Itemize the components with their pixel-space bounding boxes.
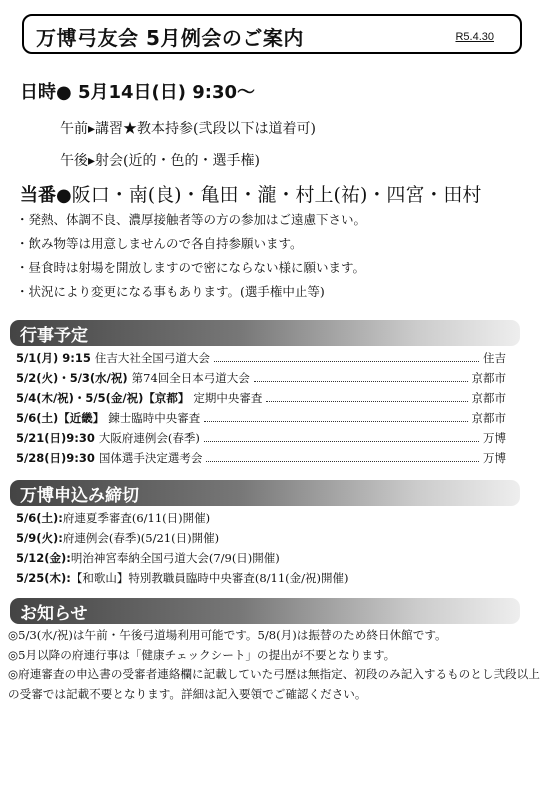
- meeting-date: 日時● 5月14日(日) 9:30～: [20, 82, 256, 103]
- deadlines-section-header: [10, 480, 520, 506]
- note-item: ・昼食時は射場を開放しますので密にならない様に願います。: [16, 260, 366, 275]
- event-name: 第74回全日本弓道大会: [131, 371, 250, 385]
- event-date: 5/2(火)・5/3(水/祝): [16, 371, 128, 385]
- event-date: 5/21(日)9:30: [16, 431, 95, 445]
- event-place: 万博: [483, 451, 506, 465]
- notices-section-header: [10, 598, 520, 624]
- afternoon-schedule: 午後▸射会(近的・色的・選手権): [60, 153, 260, 169]
- deadlines-heading: 万博申込み締切: [20, 486, 139, 506]
- event-name: 錬士臨時中央審査: [108, 411, 201, 425]
- leader-dots: [206, 460, 479, 462]
- duty-label: 当番●: [20, 185, 72, 206]
- event-name: 国体選手決定選考会: [98, 451, 203, 465]
- event-row: [16, 410, 506, 430]
- event-place: 京都市: [471, 411, 506, 425]
- event-row: [16, 390, 506, 410]
- notices-heading: お知らせ: [20, 604, 88, 624]
- deadline-date: 5/9(火):: [16, 531, 63, 545]
- duty-roster: [20, 180, 481, 207]
- title-box: [22, 14, 522, 54]
- event-place: 万博: [483, 431, 506, 445]
- deadline-row: [16, 510, 348, 530]
- leader-dots: [266, 400, 467, 402]
- event-date: 5/1(月) 9:15: [16, 351, 91, 365]
- event-date: 5/4(木/祝)・5/5(金/祝)【京都】: [16, 391, 190, 405]
- deadline-text: 【和歌山】特別教職員臨時中央審査(8/11(金/祝)開催): [70, 571, 349, 585]
- deadlines-list: [16, 510, 348, 590]
- event-row: [16, 450, 506, 470]
- event-name: 定期中央審査: [193, 391, 263, 405]
- notice-item: ◎府連審査の申込書の受審者連絡欄に記載していた弓歴は無指定、初段のみ記入するものとし弐段以上の受審では記載不要となります。詳細は記入要領でご確認ください。: [8, 667, 540, 701]
- morning-schedule: 午前▸講習★教本持参(弐段以下は道着可): [60, 121, 316, 137]
- notice-item: ◎5月以降の府連行事は「健康チェックシート」の提出が不要となります。: [8, 647, 396, 662]
- event-place: 住吉: [483, 351, 506, 365]
- event-date: 5/28(日)9:30: [16, 451, 95, 465]
- events-section-header: [10, 320, 520, 346]
- events-list: [16, 350, 506, 470]
- leader-dots: [204, 420, 467, 422]
- notes-list: [16, 208, 366, 304]
- notices-list: [8, 626, 548, 704]
- deadline-row: [16, 530, 348, 550]
- deadline-row: [16, 550, 348, 570]
- duty-names: 阪口・南(良)・亀田・瀧・村上(祐)・四宮・田村: [71, 184, 482, 206]
- deadline-date: 5/6(土):: [16, 511, 63, 525]
- page-title: 万博弓友会 5月例会のご案内: [36, 26, 304, 50]
- deadline-text: 府連例会(春季)(5/21(日)開催): [62, 531, 220, 545]
- deadline-date: 5/12(金):: [16, 551, 71, 565]
- note-item: ・発熱、体調不良、濃厚接触者等の方の参加はご遠慮下さい。: [16, 212, 367, 227]
- deadline-row: [16, 570, 348, 590]
- event-name: 住吉大社全国弓道大会: [94, 351, 210, 365]
- leader-dots: [204, 440, 479, 442]
- event-date: 5/6(土)【近畿】: [16, 411, 105, 425]
- event-row: [16, 430, 506, 450]
- note-item: ・飲み物等は用意しませんので各自持参願います。: [16, 236, 303, 251]
- leader-dots: [214, 360, 479, 362]
- event-name: 大阪府連例会(春季): [98, 431, 200, 445]
- issue-date: R5.4.30: [455, 31, 494, 43]
- notice-item: ◎5/3(水/祝)は午前・午後弓道場利用可能です。5/8(月)は振替のため終日休館です。: [8, 628, 447, 642]
- deadline-date: 5/25(木):: [16, 571, 71, 585]
- leader-dots: [254, 380, 468, 382]
- event-row: [16, 370, 506, 390]
- event-place: 京都市: [471, 391, 506, 405]
- event-row: [16, 350, 506, 370]
- deadline-text: 府連夏季審査(6/11(日)開催): [62, 511, 211, 525]
- note-item: ・状況により変更になる事もあります。(選手権中止等): [16, 284, 325, 299]
- events-heading: 行事予定: [20, 326, 88, 346]
- event-place: 京都市: [471, 371, 506, 385]
- deadline-text: 明治神宮奉納全国弓道大会(7/9(日)開催): [70, 551, 280, 565]
